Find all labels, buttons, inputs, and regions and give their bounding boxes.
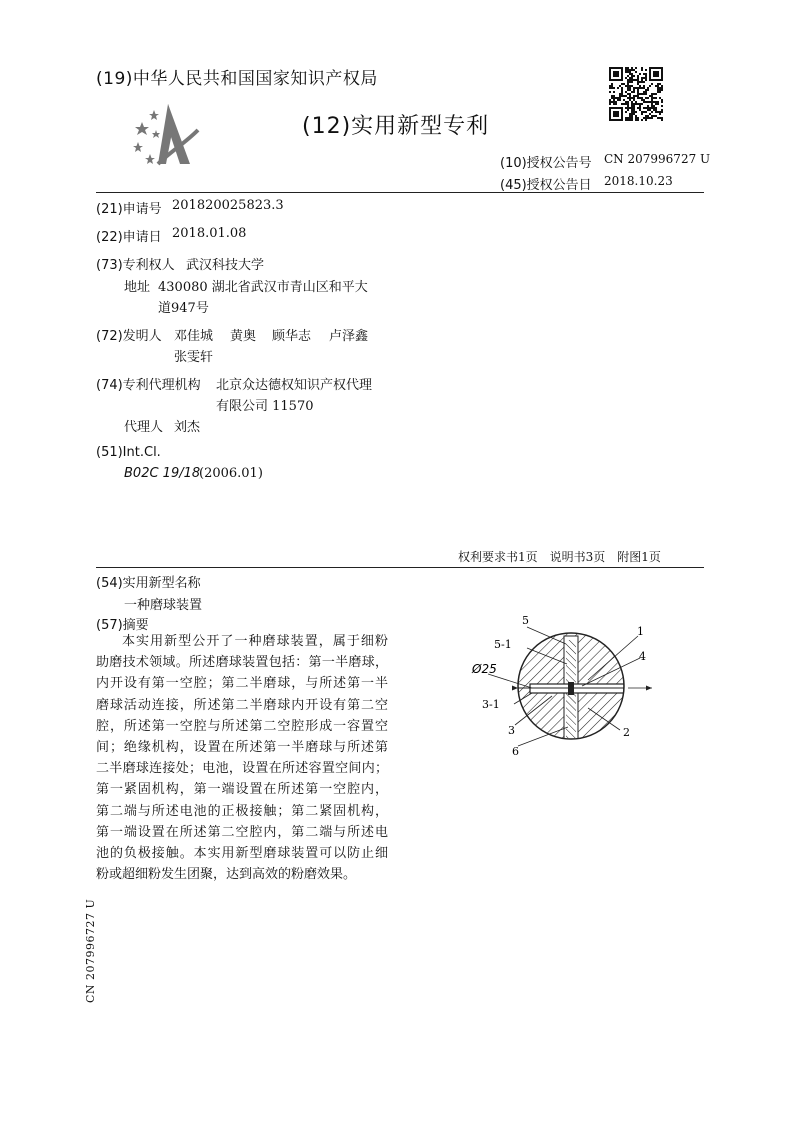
inventor-2: 黄奥	[230, 329, 257, 344]
abstract-line: 助磨技术领域。所述磨球装置包括：第一半磨球，	[96, 655, 388, 671]
publication-number: CN 207996727 U	[604, 152, 711, 166]
address-line-2: 道947号	[158, 301, 209, 316]
cnipa-emblem-icon	[128, 100, 208, 170]
abstract-line: 间；绝缘机构，设置在所述第一半磨球与所述第	[96, 740, 388, 756]
application-date-label: (22)申请日	[96, 230, 162, 245]
figure-label: 5	[522, 614, 529, 627]
abstract-line: 第一紧固机构，第一端设置在所述第一空腔内，	[96, 782, 388, 798]
agent: 刘杰	[174, 420, 201, 435]
side-publication-number: CN 207996727 U	[84, 898, 97, 1003]
abstract-line: 磨球活动连接，所述第二半磨球内开设有第二空	[96, 697, 388, 713]
qr-code	[609, 67, 663, 121]
utility-model-title: 一种磨球装置	[124, 598, 203, 613]
application-date: 2018.01.08	[172, 226, 247, 241]
abstract-line: 内开设有第一空腔；第二半磨球，与所述第一半	[96, 676, 388, 692]
document-type-title: (12)实用新型专利	[302, 114, 490, 139]
abstract-line: 第一端设置在所述第二空腔内，第二端与所述电	[96, 824, 388, 840]
inventor-1: 邓佳城	[174, 329, 214, 344]
figure-label: 2	[623, 726, 630, 739]
figure-label: 3-1	[482, 698, 500, 711]
patentee-label: (73)专利权人	[96, 258, 175, 273]
figure-label: 4	[639, 650, 646, 663]
inventor-3: 顾华志	[272, 329, 312, 344]
cnipa-logo	[128, 100, 208, 170]
agency-line-1: 北京众达德权知识产权代理	[216, 378, 373, 393]
abstract-line: 腔，所述第一空腔与所述第二空腔形成一容置空	[96, 718, 388, 734]
abstract-line: 本实用新型公开了一种磨球装置，属于细粉	[122, 634, 388, 649]
section-divider	[96, 567, 704, 568]
abstract-line: 第二端与所述电池的正极接触；第二紧固机构，	[96, 803, 388, 819]
ball-cross-section-drawing	[470, 612, 670, 762]
application-number: 201820025823.3	[172, 198, 284, 213]
address-line-1: 430080 湖北省武汉市青山区和平大	[158, 280, 368, 295]
figure-label: 1	[637, 625, 644, 638]
inventor-4: 卢泽鑫	[329, 329, 369, 344]
publication-date-label: (45)授权公告日	[500, 178, 592, 193]
abstract-line: 二半磨球连接处；电池，设置在所述容置空间内；	[96, 761, 388, 777]
abstract-line: 池的负极接触。本实用新型磨球装置可以防止细	[96, 846, 388, 862]
pages-info: 权利要求书1页 说明书3页 附图1页	[458, 550, 661, 564]
abstract-label: (57)摘要	[96, 618, 149, 633]
title-label: (54)实用新型名称	[96, 576, 201, 591]
ball-cross-section-figure	[470, 612, 670, 762]
inventors-label: (72)发明人	[96, 329, 162, 344]
figure-label: Ø25	[472, 662, 497, 676]
patentee: 武汉科技大学	[186, 258, 265, 273]
agency-line-2: 有限公司 11570	[216, 399, 314, 414]
address-label: 地址	[124, 280, 151, 295]
agency-label: (74)专利代理机构	[96, 378, 201, 393]
header-divider	[96, 192, 704, 193]
office-name: (19)中华人民共和国国家知识产权局	[96, 69, 378, 89]
int-cl-year: (2006.01)	[199, 466, 263, 481]
publication-date: 2018.10.23	[604, 174, 673, 188]
abstract-line: 粉或超细粉发生团聚，达到高效的粉磨效果。	[96, 867, 357, 883]
figure-label: 5-1	[494, 638, 512, 651]
figure-label: 3	[508, 724, 515, 737]
inventor-5: 张雯轩	[174, 350, 214, 365]
application-number-label: (21)申请号	[96, 202, 162, 217]
int-cl-code: B02C 19/18	[124, 466, 201, 481]
abstract-text	[96, 631, 388, 885]
int-cl-label: (51)Int.Cl.	[96, 445, 161, 460]
figure-label: 6	[512, 745, 519, 758]
publication-number-label: (10)授权公告号	[500, 156, 592, 171]
agent-label: 代理人	[124, 420, 164, 435]
qr-code-icon	[609, 67, 663, 121]
